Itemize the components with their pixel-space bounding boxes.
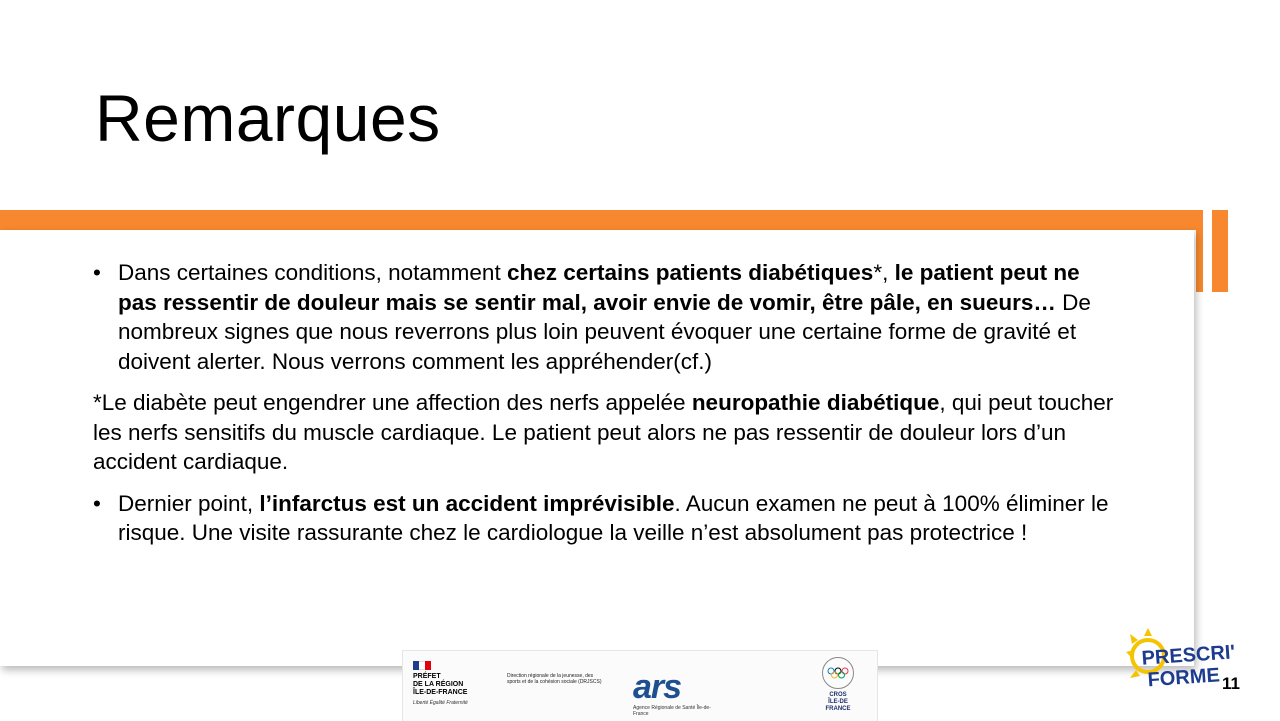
page-number: 11 — [1222, 674, 1240, 693]
cros-logo: CROS ÎLE-DE FRANCE — [813, 657, 863, 713]
olympic-rings-icon — [822, 657, 854, 689]
partner-logos-strip — [402, 650, 878, 721]
bullet-diabetic-patients: • Dans certaines conditions, notamment chez certains patients diabétiques*, le patient peut ne pas ressentir de douleur mais se sentir mal, avoir envie de vomir, être pâle, en sueurs… De nombreux signes que nous reverrons plus loin peuvent évoquer une certaine forme de gravité et doivent alerter. Nous verrons comment les appréhender(cf.) — [93, 258, 1123, 376]
orange-accent-bar-right — [1212, 210, 1228, 292]
slide-body — [93, 258, 1123, 548]
prescri-line1: PRESCRI' — [1140, 641, 1236, 670]
prescri-line2: FORME — [1146, 664, 1221, 692]
orange-header-bar — [0, 210, 1202, 230]
diabetes-footnote: *Le diabète peut engendrer une affection des nerfs appelée neuropathie diabétique, qui peut toucher les nerfs sensitifs du muscle cardiaque. Le patient peut alors ne pas ressentir de douleur lors d’un accident cardiaque. — [93, 390, 1114, 474]
ars-subtitle: Agence Régionale de Santé Île-de-France — [633, 705, 711, 717]
slide-title: Remarques — [95, 81, 441, 155]
drjscs-label: Direction régionale de la jeunesse, des sports et de la cohésion sociale (DRJSCS) — [507, 673, 602, 685]
bullet-unpredictable-infarction: • Dernier point, l’infarctus est un accident imprévisible. Aucun examen ne peut à 100% éliminer le risque. Une visite rassurante chez le cardiologue la veille n’est absolument pas protectrice ! — [93, 489, 1123, 548]
french-flag-icon — [413, 661, 431, 670]
prefet-motto: Liberté Égalité Fraternité — [413, 700, 468, 706]
ars-wordmark: ars — [633, 668, 682, 706]
prefet-logo: PRÉFET DE LA RÉGION ÎLE-DE-FRANCE Liberté Égalité Fraternité — [413, 661, 493, 706]
ars-logo — [633, 669, 713, 719]
orange-accent-bar-left — [1196, 210, 1203, 292]
